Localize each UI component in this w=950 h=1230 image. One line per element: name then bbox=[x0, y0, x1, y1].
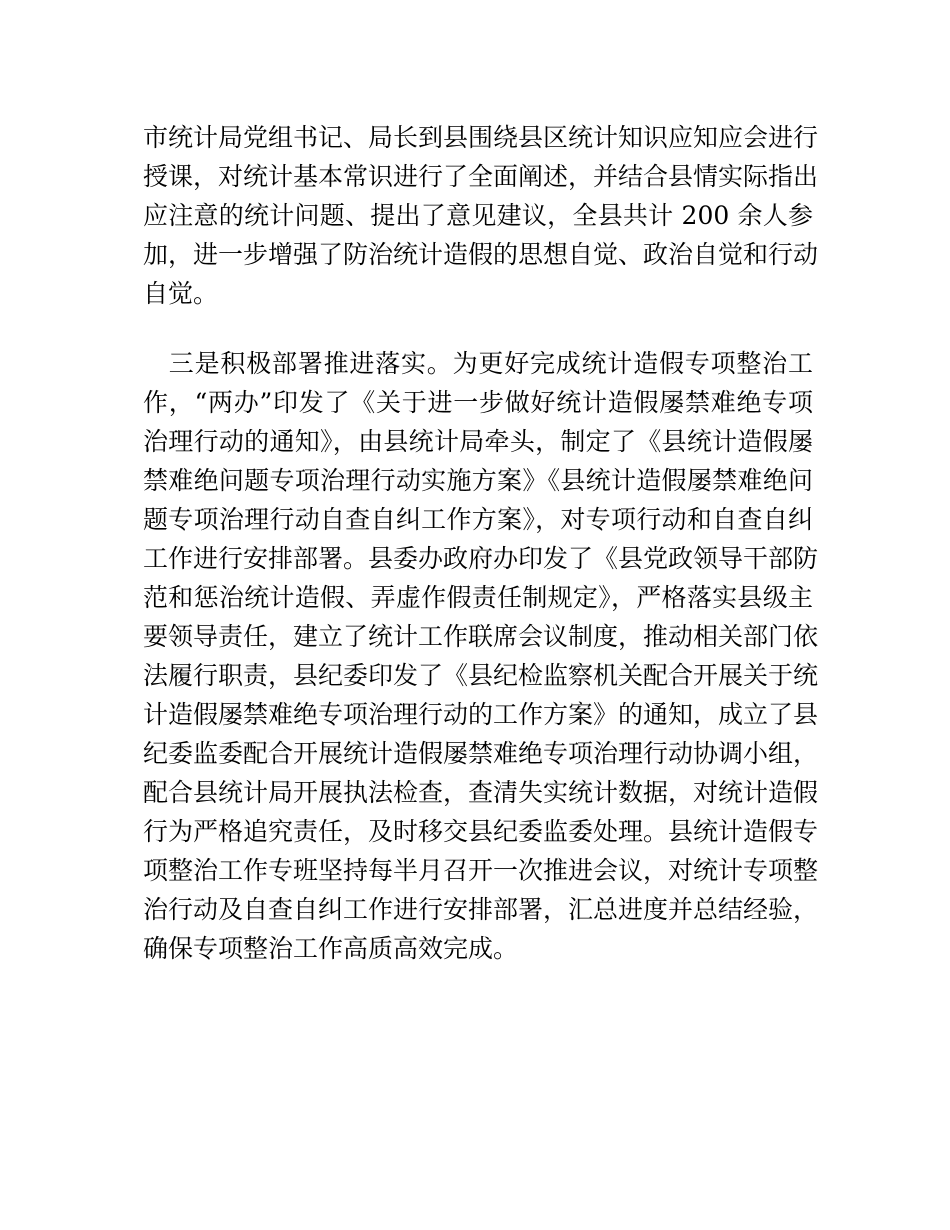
text-line: 加，进一步增强了防治统计造假的思想自觉、政治自觉和行动 bbox=[143, 240, 819, 269]
text-line: 治理行动的通知》，由县统计局牵头，制定了《县统计造假屡 bbox=[143, 427, 813, 456]
text-line: 行为严格追究责任，及时移交县纪委监委处理。县统计造假专 bbox=[143, 817, 819, 846]
text-line: 作，“两办”印发了《关于进一步做好统计造假屡禁难绝专项 bbox=[143, 388, 813, 417]
text-line: 配合县统计局开展执法检查，查清失实统计数据，对统计造假 bbox=[143, 778, 819, 807]
text-line: 确保专项整治工作高质高效完成。 bbox=[143, 934, 519, 963]
text-line: 自觉。 bbox=[143, 279, 219, 308]
text-line: 项整治工作专班坚持每半月召开一次推进会议，对统计专项整 bbox=[143, 856, 819, 885]
text-line: 要领导责任，建立了统计工作联席会议制度，推动相关部门依 bbox=[143, 622, 819, 651]
text-line: 法履行职责，县纪委印发了《县纪检监察机关配合开展关于统 bbox=[143, 661, 819, 690]
text-line: 纪委监委配合开展统计造假屡禁难绝专项治理行动协调小组， bbox=[143, 739, 819, 768]
paragraph-1 bbox=[143, 118, 819, 313]
text-line: 题专项治理行动自查自纠工作方案》，对专项行动和自查自纠 bbox=[143, 505, 813, 534]
text-line: 三是积极部署推进落实。为更好完成统计造假专项整治工 bbox=[143, 349, 813, 378]
text-line: 授课，对统计基本常识进行了全面阐述，并结合县情实际指出 bbox=[143, 162, 819, 191]
text-line: 禁难绝问题专项治理行动实施方案》《县统计造假屡禁难绝问 bbox=[143, 466, 813, 495]
text-line: 工作进行安排部署。县委办政府办印发了《县党政领导干部防 bbox=[143, 544, 819, 573]
paragraph-2 bbox=[143, 344, 819, 968]
text-line: 市统计局党组书记、局长到县围绕县区统计知识应知应会进行 bbox=[143, 123, 819, 152]
text-line: 应注意的统计问题、提出了意见建议，全县共计 200 余人参 bbox=[143, 201, 813, 230]
text-line: 治行动及自查自纠工作进行安排部署，汇总进度并总结经验， bbox=[143, 895, 819, 924]
text-line: 计造假屡禁难绝专项治理行动的工作方案》的通知，成立了县 bbox=[143, 700, 819, 729]
text-line: 范和惩治统计造假、弄虚作假责任制规定》，严格落实县级主 bbox=[143, 583, 813, 612]
